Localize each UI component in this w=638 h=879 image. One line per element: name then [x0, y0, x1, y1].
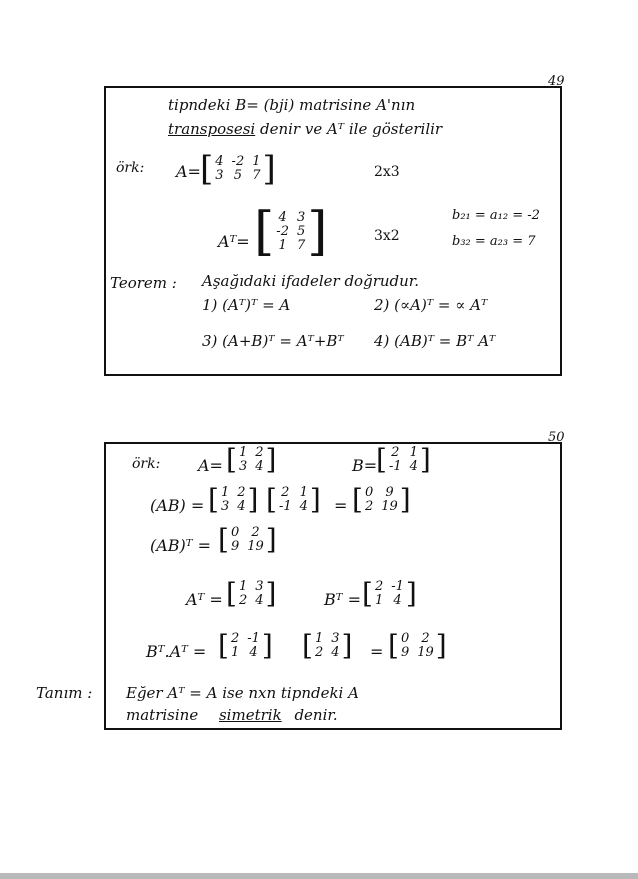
ab-result-grid: [363, 486, 400, 514]
matrix-cell: 1: [278, 238, 287, 253]
matrix-a-grid: [213, 155, 262, 183]
property-1: 1) (Aᵀ)ᵀ = A: [202, 296, 291, 314]
tanim-label: Tanım :: [36, 684, 93, 702]
bt-label: Bᵀ =: [324, 590, 361, 609]
matrix-cell: 3: [255, 579, 264, 594]
matrix-cell: 2: [237, 485, 246, 500]
matrix-cell: 1: [409, 445, 418, 460]
btat-equals: =: [370, 642, 384, 661]
matrix-cell: 2: [364, 499, 374, 514]
matrix-a-label: A=: [176, 162, 201, 181]
matrix-cell: 4: [393, 593, 402, 608]
matrix-cell: 9: [400, 645, 410, 660]
matrix-a2-grid: [237, 446, 266, 474]
matrix-cell: -1: [278, 499, 292, 514]
matrix-a2: [ 1 2 3 4 ]: [226, 443, 277, 476]
matrix-at: [ 4 3 -2 5 1 7 ]: [254, 202, 328, 262]
matrix-b-grid: [387, 446, 420, 474]
matrix-cell: 4: [237, 499, 246, 514]
matrix-cell: -1: [391, 579, 404, 594]
matrix-cell: 2: [314, 645, 324, 660]
matrix-cell: 0: [364, 485, 374, 500]
matrix-at-dimension: 3x2: [374, 228, 400, 244]
property-3: 3) (A+B)ᵀ = Aᵀ+Bᵀ: [202, 332, 344, 350]
at2-grid: [237, 580, 266, 608]
matrix-cell: 2: [374, 579, 384, 594]
ab-equals: =: [334, 496, 348, 515]
matrix-cell: 1: [374, 593, 384, 608]
property-4: 4) (AB)ᵀ = Bᵀ Aᵀ: [374, 332, 496, 350]
teorem-label: Teorem :: [110, 274, 177, 292]
ab-factor-b: [ 2 1 -1 4 ]: [266, 483, 321, 516]
teorem-text: Aşağıdaki ifadeler doğrudur.: [202, 272, 420, 290]
matrix-cell: -1: [247, 631, 260, 646]
tanim-line-2: matrisine simetrik denir.: [126, 706, 338, 724]
matrix-cell: 2: [251, 525, 260, 540]
matrix-cell: 2: [281, 485, 290, 500]
example-label: örk:: [116, 160, 145, 176]
matrix-cell: 19: [417, 645, 434, 660]
matrix-cell: 1: [238, 579, 248, 594]
ab-result: [ 0 9 2 19 ]: [352, 483, 411, 516]
transpose-term: transposesi: [168, 120, 256, 138]
matrix-cell: 0: [230, 525, 240, 540]
matrix-cell: 3: [331, 631, 340, 646]
matrix-at-label: Aᵀ=: [218, 232, 250, 251]
matrix-cell: 0: [400, 631, 410, 646]
matrix-cell: 4: [255, 593, 264, 608]
matrix-cell: 3: [238, 459, 248, 474]
bt-grid: [373, 580, 406, 608]
page-number-50: 50: [548, 430, 565, 445]
matrix-cell: 5: [233, 168, 243, 183]
matrix-cell: 19: [247, 539, 264, 554]
btat-result-grid: [399, 632, 436, 660]
matrix-cell: 4: [409, 459, 418, 474]
bt-matrix: [ 2 -1 1 4 ]: [362, 577, 417, 610]
page-number-49: 49: [548, 74, 565, 89]
abt-grid: [229, 526, 266, 554]
matrix-cell: 1: [220, 485, 230, 500]
matrix-cell: -2: [276, 224, 289, 239]
matrix-cell: 1: [238, 445, 248, 460]
top-panel: [104, 86, 562, 376]
abt-label: (AB)ᵀ =: [150, 536, 212, 555]
matrix-cell: 2: [391, 445, 400, 460]
matrix-cell: -2: [231, 154, 245, 169]
matrix-cell: 4: [331, 645, 340, 660]
property-2: 2) (∝A)ᵀ = ∝ Aᵀ: [374, 296, 488, 314]
definition-line-2-rest: denir ve Aᵀ ile gösterilir: [259, 120, 443, 138]
definition-line-1: tipndeki B= (bji) matrisine A'nın: [168, 96, 416, 114]
bottom-scan-edge: [0, 873, 638, 879]
abt-matrix: [ 0 2 9 19 ]: [218, 523, 277, 556]
matrix-cell: 19: [381, 499, 398, 514]
matrix-cell: 9: [385, 485, 394, 500]
matrix-cell: 1: [230, 645, 240, 660]
btat-factor-at: [ 1 3 2 4 ]: [302, 629, 353, 662]
matrix-at-grid: [274, 211, 307, 253]
matrix-cell: 9: [230, 539, 240, 554]
matrix-a: [ 4 -2 1 3 5 7 ]: [200, 149, 276, 189]
matrix-cell: 7: [296, 238, 306, 253]
matrix-cell: 3: [215, 168, 224, 183]
definition-line-2: [168, 120, 442, 138]
matrix-a-dimension: 2x3: [374, 164, 400, 180]
symmetric-term: simetrik: [218, 706, 282, 724]
btat-factor-bt: [ 2 -1 1 4 ]: [218, 629, 273, 662]
at2-matrix: [ 1 3 2 4 ]: [226, 577, 277, 610]
matrix-cell: 2: [230, 631, 240, 646]
ab-factor-a: [ 1 2 3 4 ]: [208, 483, 259, 516]
matrix-cell: 4: [299, 499, 308, 514]
ab-label: (AB) =: [150, 496, 205, 515]
matrix-cell: 4: [215, 154, 224, 169]
matrix-cell: 2: [238, 593, 248, 608]
matrix-cell: 1: [314, 631, 324, 646]
element-b21: b₂₁ = a₁₂ = -2: [452, 208, 540, 223]
element-b32: b₃₂ = a₂₃ = 7: [452, 234, 536, 249]
example-label-2: örk:: [132, 456, 161, 472]
matrix-cell: 4: [278, 210, 287, 225]
matrix-cell: 4: [249, 645, 258, 660]
bottom-panel: [36, 442, 562, 730]
matrix-cell: 7: [252, 168, 261, 183]
matrix-cell: 4: [255, 459, 264, 474]
matrix-cell: 2: [421, 631, 430, 646]
matrix-cell: 2: [255, 445, 264, 460]
matrix-cell: -1: [388, 459, 402, 474]
matrix-b: [ 2 1 -1 4 ]: [376, 443, 431, 476]
matrix-cell: 3: [296, 210, 306, 225]
matrix-cell: 3: [220, 499, 230, 514]
btat-label: Bᵀ.Aᵀ =: [146, 642, 207, 661]
matrix-cell: 1: [299, 485, 308, 500]
matrix-a2-label: A=: [198, 456, 223, 475]
matrix-cell: 5: [296, 224, 306, 239]
matrix-b-label: B=: [352, 456, 378, 475]
at2-label: Aᵀ =: [186, 590, 223, 609]
btat-result: [ 0 2 9 19 ]: [388, 629, 447, 662]
tanim-text: Eğer Aᵀ = A ise nxn tipndeki A: [126, 684, 359, 702]
matrix-cell: 1: [252, 154, 261, 169]
